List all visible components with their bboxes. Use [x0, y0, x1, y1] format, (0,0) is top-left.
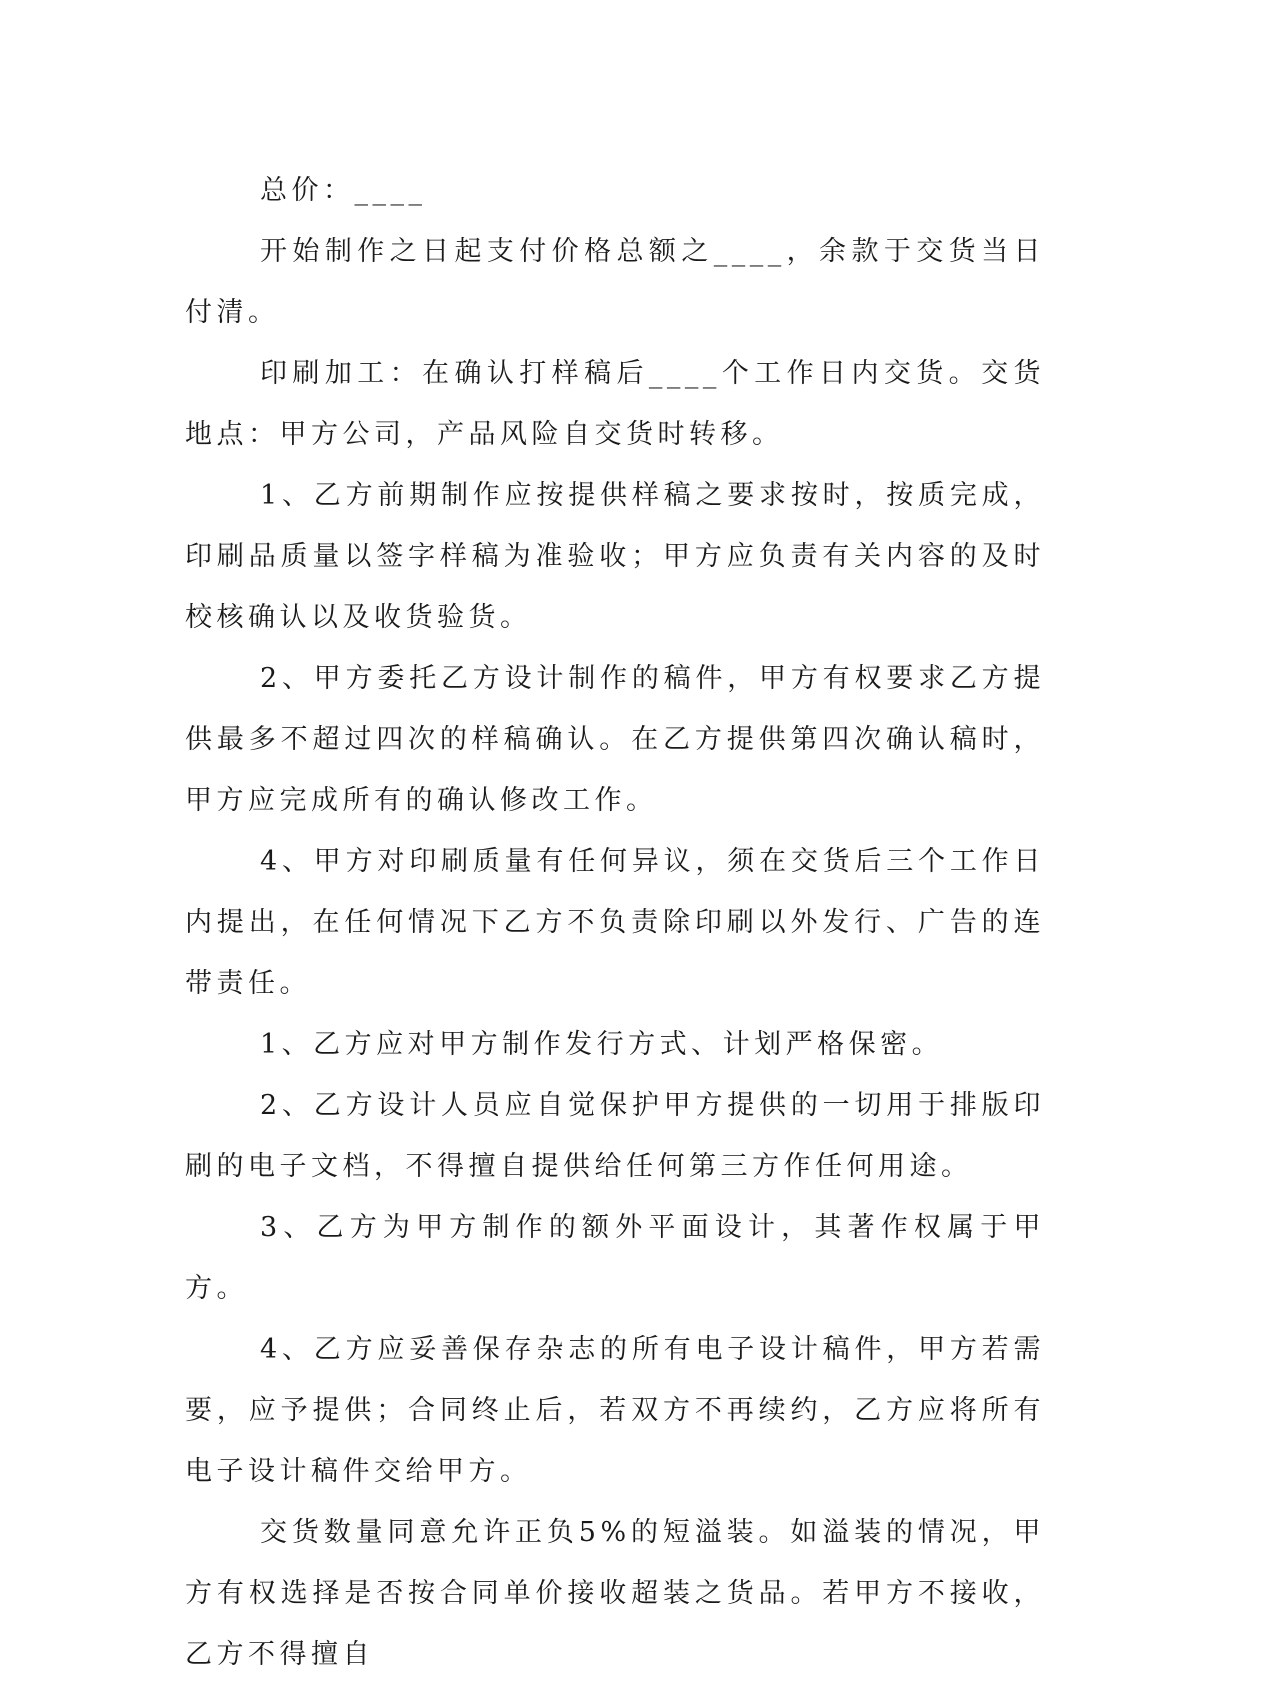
paragraph-clause: 1、乙方前期制作应按提供样稿之要求按时，按质完成，印刷品质量以签字样稿为准验收；甲方应负责有关内容的及时校核确认以及收货验货。 — [185, 480, 1045, 633]
paragraph-clause: 2、乙方设计人员应自觉保护甲方提供的一切用于排版印刷的电子文档，不得擅自提供给任何第三方作任何用途。 — [185, 1090, 1045, 1182]
paragraph-quantity-tolerance: 交货数量同意允许正负5%的短溢装。如溢装的情况，甲方有权选择是否按合同单价接收超装之货品。若甲方不接收，乙方不得擅自 — [185, 1517, 1045, 1670]
paragraph-clause: 4、乙方应妥善保存杂志的所有电子设计稿件，甲方若需要，应予提供；合同终止后，若双方不再续约，乙方应将所有电子设计稿件交给甲方。 — [185, 1334, 1045, 1487]
document-body — [185, 160, 1045, 1685]
paragraph-clause: 3、乙方为甲方制作的额外平面设计，其著作权属于甲方。 — [185, 1212, 1045, 1304]
paragraph-clause: 1、乙方应对甲方制作发行方式、计划严格保密。 — [260, 1029, 944, 1060]
paragraph-delivery-terms: 印刷加工：在确认打样稿后____个工作日内交货。交货地点：甲方公司，产品风险自交货时转移。 — [185, 358, 1045, 450]
paragraph-total-price: 总价：____ — [260, 175, 427, 206]
paragraph-payment-terms: 开始制作之日起支付价格总额之____，余款于交货当日付清。 — [185, 236, 1045, 328]
paragraph-clause: 2、甲方委托乙方设计制作的稿件，甲方有权要求乙方提供最多不超过四次的样稿确认。在乙方提供第四次确认稿时，甲方应完成所有的确认修改工作。 — [185, 663, 1045, 816]
paragraph-clause: 4、甲方对印刷质量有任何异议，须在交货后三个工作日内提出，在任何情况下乙方不负责除印刷以外发行、广告的连带责任。 — [185, 846, 1045, 999]
